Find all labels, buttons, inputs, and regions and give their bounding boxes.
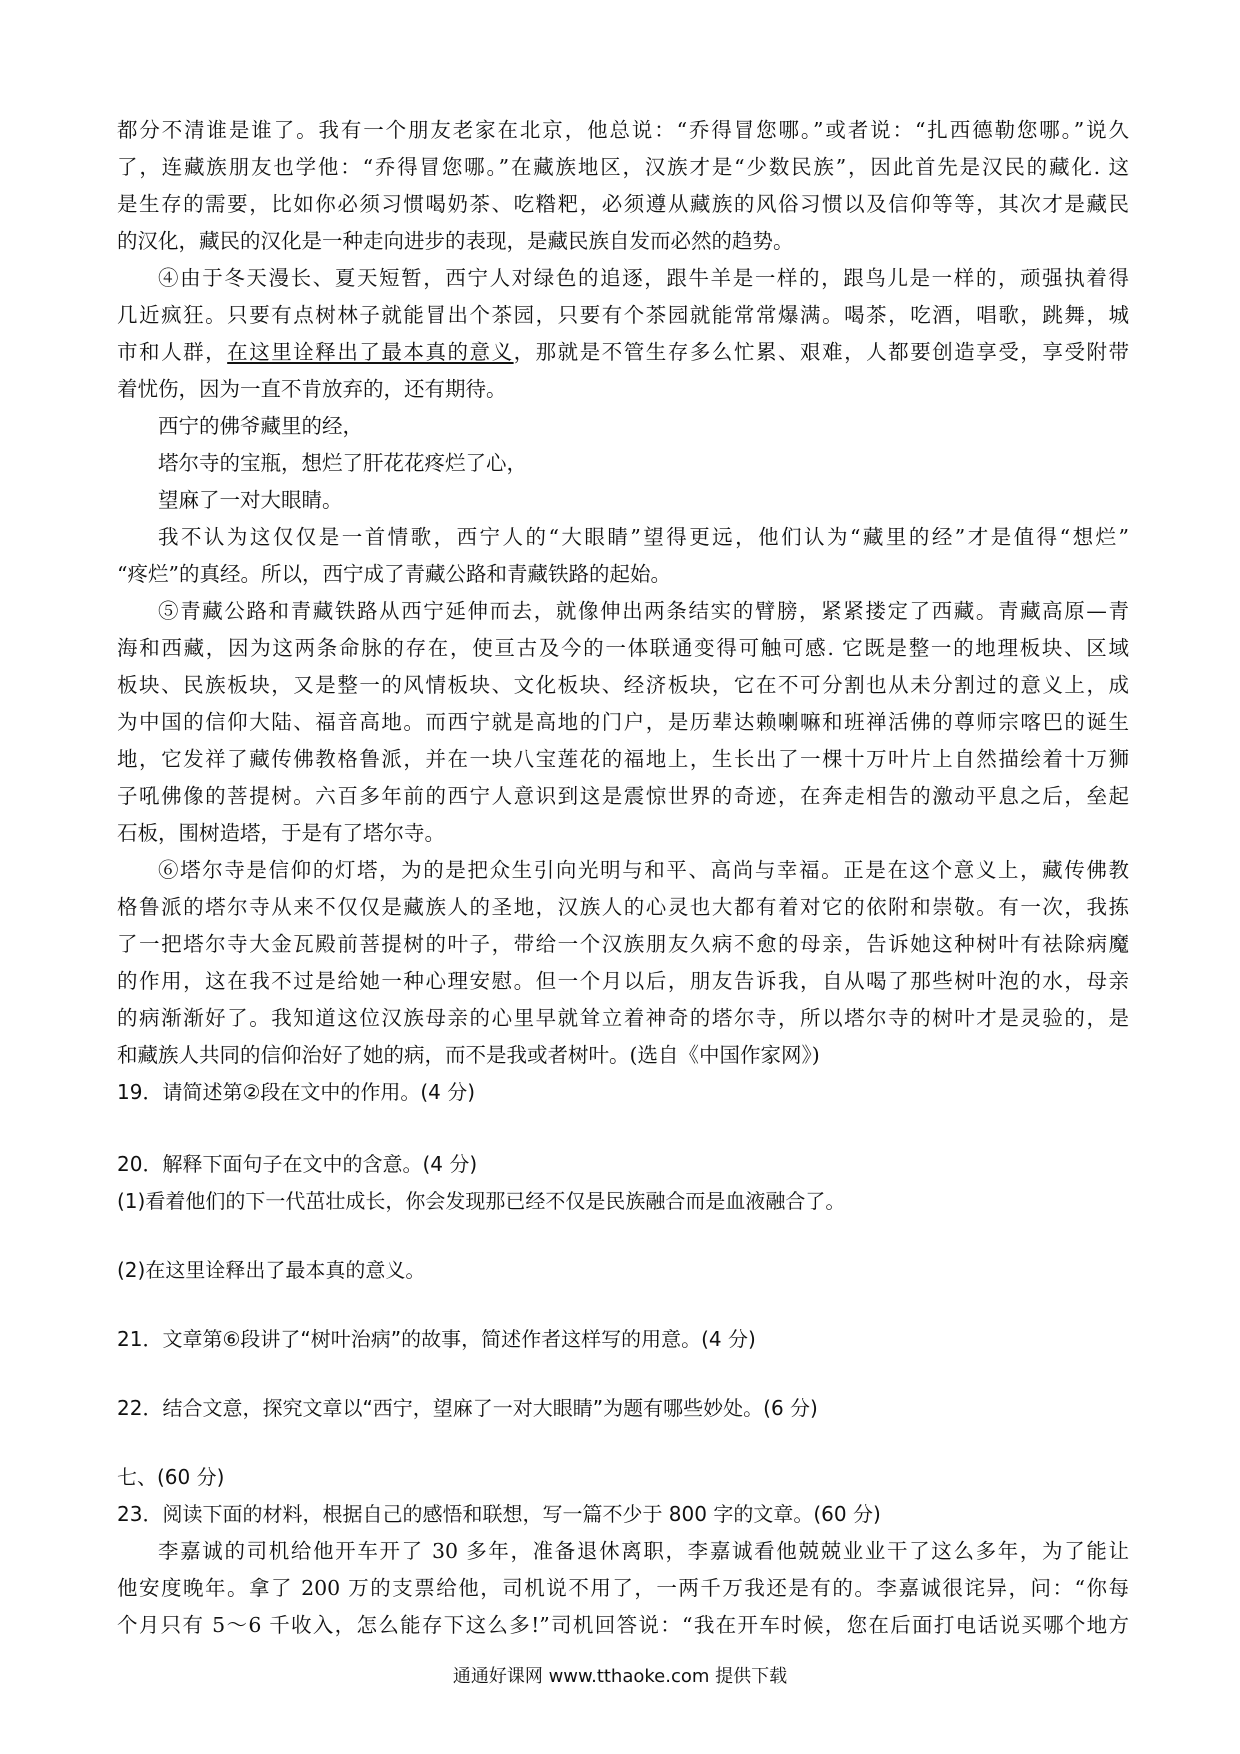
exam-page-body bbox=[117, 112, 1129, 1644]
text-line: 格鲁派的塔尔寺从来不仅仅是藏族人的圣地，汉族人的心灵也大都有着对它的依附和崇敬。有一次，我拣 bbox=[117, 895, 1129, 919]
text-fragment: 市和人群， bbox=[117, 340, 228, 364]
text-line: 地，它发祥了藏传佛教格鲁派，并在一块八宝莲花的福地上，生长出了一棵十万叶片上自然描绘着十万狮 bbox=[117, 747, 1129, 771]
text-line: 的汉化，藏民的汉化是一种走向进步的表现，是藏民族自发而必然的趋势。 bbox=[117, 229, 794, 253]
text-line: 子吼佛像的菩提树。六百多年前的西宁人意识到这是震惊世界的奇迹，在奔走相告的激动平息之后，垒起 bbox=[117, 784, 1129, 808]
question-20-part-1: (1)看着他们的下一代茁壮成长，你会发现那已经不仅是民族融合而是血液融合了。 bbox=[117, 1189, 846, 1213]
poem bbox=[117, 408, 1129, 519]
text-line: ⑤青藏公路和青藏铁路从西宁延伸而去，就像伸出两条结实的臂膀，紧紧搂定了西藏。青藏高原—青 bbox=[158, 599, 1129, 623]
answer-space bbox=[117, 1289, 1129, 1321]
poem-line: 望麻了一对大眼睛。 bbox=[158, 488, 343, 512]
section-7-heading: 七、(60 分) bbox=[117, 1465, 225, 1489]
paragraph-5 bbox=[117, 593, 1129, 852]
text-line: 的作用，这在我不过是给她一种心理安慰。但一个月以后，朋友告诉我，自从喝了那些树叶泡的水，母亲 bbox=[117, 969, 1129, 993]
text-line: 和藏族人共同的信仰治好了她的病，而不是我或者树叶。(选自《中国作家网》) bbox=[117, 1043, 820, 1067]
poem-line: 西宁的佛爷藏里的经， bbox=[158, 414, 363, 438]
text-line: 着忧伤，因为一直不肯放弃的，还有期待。 bbox=[117, 377, 507, 401]
text-line: 都分不清谁是谁了。我有一个朋友老家在北京，他总说：“乔得冒您哪。”或者说：“扎西德勒您哪。”说久 bbox=[117, 118, 1129, 142]
text-line: ⑥塔尔寺是信仰的灯塔，为的是把众生引向光明与和平、高尚与幸福。正是在这个意义上，藏传佛教 bbox=[158, 858, 1129, 882]
question-19: 19．请简述第②段在文中的作用。(4 分) bbox=[117, 1080, 476, 1104]
paragraph-after-poem bbox=[117, 519, 1129, 593]
text-line: 了，连藏族朋友也学他：“乔得冒您哪。”在藏族地区，汉族才是“少数民族”，因此首先是汉民的藏化. 这 bbox=[117, 155, 1129, 179]
answer-space bbox=[117, 1427, 1129, 1459]
text-line: 李嘉诚的司机给他开车开了 30 多年，准备退休离职，李嘉诚看他兢兢业业干了这么多年，为了能让 bbox=[158, 1539, 1129, 1563]
page-footer: 通通好课网 www.tthaoke.com 提供下载 bbox=[452, 1666, 788, 1687]
text-fragment: ，那就是不管生存多么忙累、艰难，人都要创造享受，享受附带 bbox=[513, 340, 1129, 364]
paragraph-4 bbox=[117, 260, 1129, 408]
question-21: 21．文章第⑥段讲了“树叶治病”的故事，简述作者这样写的用意。(4 分) bbox=[117, 1327, 756, 1351]
text-line: ④由于冬天漫长、夏天短暂，西宁人对绿色的追逐，跟牛羊是一样的，跟鸟儿是一样的，顽强执着得 bbox=[158, 266, 1129, 290]
question-22: 22．结合文意，探究文章以“西宁，望麻了一对大眼睛”为题有哪些妙处。(6 分) bbox=[117, 1396, 818, 1420]
answer-space bbox=[117, 1358, 1129, 1390]
text-line: 他安度晚年。拿了 200 万的支票给他，司机说不用了，一两千万我还是有的。李嘉诚很诧异，问：“你每 bbox=[117, 1576, 1129, 1600]
question-20-part-2: (2)在这里诠释出了最本真的意义。 bbox=[117, 1258, 426, 1282]
text-line: 石板，围树造塔，于是有了塔尔寺。 bbox=[117, 821, 445, 845]
question-20: 20．解释下面句子在文中的含意。(4 分) bbox=[117, 1152, 478, 1176]
text-line: 海和西藏，因为这两条命脉的存在，使亘古及今的一体联通变得可触可感. 它既是整一的地理板块、区域 bbox=[117, 636, 1129, 660]
essay-material bbox=[117, 1533, 1129, 1644]
text-line: 个月只有 5～6 千收入，怎么能存下这么多!”司机回答说：“我在开车时候，您在后面打电话说买哪个地方 bbox=[117, 1613, 1129, 1637]
text-line: 的病渐渐好了。我知道这位汉族母亲的心里早就耸立着神奇的塔尔寺，所以塔尔寺的树叶才是灵验的，是 bbox=[117, 1006, 1129, 1030]
text-line bbox=[117, 334, 1129, 371]
text-line: 板块、民族板块，又是整一的风情板块、文化板块、经济板块，它在不可分割也从未分割过的意义上，成 bbox=[117, 673, 1129, 697]
text-line: “疼烂”的真经。所以，西宁成了青藏公路和青藏铁路的起始。 bbox=[117, 562, 671, 586]
text-line: 是生存的需要，比如你必须习惯喝奶茶、吃糌粑，必须遵从藏族的风俗习惯以及信仰等等，其次才是藏民 bbox=[117, 192, 1129, 216]
text-line: 了一把塔尔寺大金瓦殿前菩提树的叶子，带给一个汉族朋友久病不愈的母亲，告诉她这种树叶有祛除病魔 bbox=[117, 932, 1129, 956]
question-23: 23．阅读下面的材料，根据自己的感悟和联想，写一篇不少于 800 字的文章。(60 分) bbox=[117, 1502, 881, 1526]
underlined-phrase: 在这里诠释出了最本真的意义 bbox=[227, 340, 514, 364]
text-line: 几近疯狂。只要有点树林子就能冒出个茶园，只要有个茶园就能常常爆满。喝茶，吃酒，唱歌，跳舞，城 bbox=[117, 303, 1129, 327]
answer-space bbox=[117, 1111, 1129, 1146]
poem-line: 塔尔寺的宝瓶，想烂了肝花花疼烂了心， bbox=[158, 451, 527, 475]
answer-space bbox=[117, 1220, 1129, 1252]
paragraph-6 bbox=[117, 852, 1129, 1074]
text-line: 我不认为这仅仅是一首情歌，西宁人的“大眼睛”望得更远，他们认为“藏里的经”才是值得“想烂” bbox=[158, 525, 1129, 549]
text-line: 为中国的信仰大陆、福音高地。而西宁就是高地的门户，是历辈达赖喇嘛和班禅活佛的尊师宗喀巴的诞生 bbox=[117, 710, 1129, 734]
paragraph-continued bbox=[117, 112, 1129, 260]
